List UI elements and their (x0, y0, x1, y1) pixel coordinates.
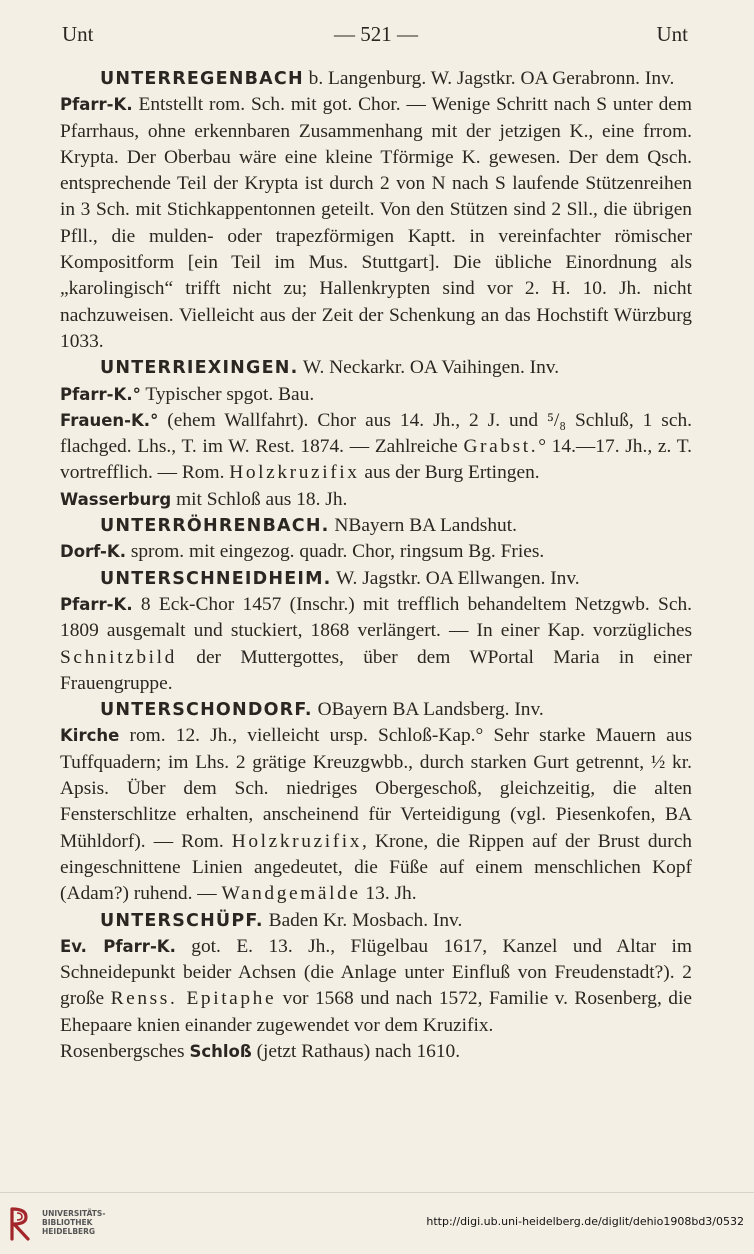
entry-text: sprom. mit eingezog. quadr. Chor, ringsum Bg. Fries. (125, 541, 545, 563)
place-entry (60, 66, 692, 92)
place-entry (60, 697, 692, 723)
spaced-term: Wandgemälde (221, 883, 361, 905)
body-text (60, 66, 692, 1065)
building-entry (60, 408, 692, 487)
building-keyword: Frauen-K.° (60, 410, 159, 430)
building-keyword: Pfarr-K. (60, 95, 133, 115)
building-keyword: Dorf-K. (60, 542, 126, 562)
entry-text: got. E. 13. Jh., Flügelbau 1617, Kanzel und Altar im Schneidepunkt beider Achsen (die Anlage unter Einfluß von Freudenstadt?). 2 große (60, 935, 692, 1010)
library-logo-text (42, 1209, 105, 1236)
page-number: — 521 — (334, 22, 418, 46)
building-entry (60, 592, 692, 697)
building-entry (60, 92, 692, 355)
entry-text: mit Schloß aus 18. Jh. (171, 488, 348, 510)
building-keyword: Kirche (60, 726, 120, 746)
building-entry (60, 539, 692, 565)
place-name: UNTERSCHÜPF. (100, 910, 264, 931)
logo-line: HEIDELBERG (42, 1227, 96, 1236)
building-entry (60, 934, 692, 1039)
spaced-term: Holzkruzifix (231, 830, 363, 852)
entry-text: Entstellt rom. Sch. mit got. Chor. — Wenige Schritt nach S unter dem Pfarrhaus, ohne erkennbaren Zusammenhang mit der jetzigen K., eine frrom. Krypta. Der Oberbau wäre eine kleine Tförmige K. gewesen. Der dem Qsch. entsprechende Teil der Krypta ist durch 2 von N nach S laufende Stützenreihen in 3 Sch. mit Stichkappentonnen geteilt. Von den Stützen sind 2 Sll., die übrigen Pfll., die mulden- oder trapezförmigen Kaptt. in vereinfachter römischer Kompositform [ein Teil im Mus. Stuttgart]. Die übliche Einordnung als „karolingisch“ trifft nicht zu; Hallenkrypten sind vor 2. H. 10. Jh. nicht nachzuweisen. Vielleicht aus der Zeit der Schenkung an das Hochstift Würzburg 1033. (60, 94, 692, 352)
place-entry (60, 908, 692, 934)
place-name: UNTERSCHONDORF. (100, 700, 313, 721)
entry-text: NBayern BA Landshut. (329, 515, 517, 537)
building-entry (60, 723, 692, 907)
entry-text: Baden Kr. Mosbach. Inv. (263, 909, 463, 931)
running-head (60, 18, 692, 54)
digitization-footer (0, 1192, 754, 1254)
place-name: UNTERRIEXINGEN. (100, 358, 299, 379)
entry-text: W. Neckarkr. OA Vaihingen. Inv. (298, 357, 560, 379)
entry-text: aus der Burg Ertingen. (359, 462, 540, 484)
entry-text: 13. Jh. (360, 883, 417, 905)
spaced-term: Schnitzbild (60, 646, 177, 668)
entry-text: (jetzt Rathaus) nach 1610. (251, 1040, 461, 1062)
permalink-url[interactable]: http://digi.ub.uni-heidelberg.de/diglit/dehio1908bd3/0532 (426, 1215, 744, 1228)
logo-line: UNIVERSITÄTS- (42, 1209, 106, 1218)
page (60, 18, 692, 1065)
spaced-term: Grabst. (463, 436, 539, 458)
running-head-left: Unt (62, 22, 94, 46)
building-entry (60, 1039, 692, 1065)
entry-text: ° 14.—17. Jh., z. T. vortrefflich. — Rom. (60, 436, 692, 484)
building-entry (60, 382, 692, 408)
building-keyword: Wasserburg (60, 489, 172, 509)
entry-text: , Krone, die Rippen auf der Brust durch eingeschnittene Linien angedeutet, die Füße auf einem menschlichen Kopf (Adam?) ruhend. — (60, 830, 692, 905)
place-entry (60, 355, 692, 381)
place-name: UNTERRÖHRENBACH. (100, 516, 330, 537)
spaced-term: Holzkruzifix (229, 462, 360, 484)
entry-text: rom. 12. Jh., vielleicht ursp. Schloß-Kap.° Sehr starke Mauern aus Tuffquadern; im Lhs. 2 grätige Kreuzgwbb., durch starken Gurt getrennt, ½ kr. Apsis. Über dem Sch. niedriges Obergeschoß, gleichzeitig, die alten Fensterschlitze erhalten, anscheinend für Verteidigung (vgl. Piesenkofen, BA Mühldorf). — Rom. (60, 725, 692, 852)
building-keyword: Ev. Pfarr-K. (60, 936, 176, 956)
entry-text: der Muttergottes, über dem WPortal Maria in einer Frauengruppe. (60, 646, 692, 694)
entry-text: Typischer spgot. Bau. (140, 383, 315, 405)
building-keyword: Schloß (189, 1041, 252, 1061)
running-head-right: Unt (656, 22, 688, 46)
place-entry (60, 566, 692, 592)
logo-line: BIBLIOTHEK (42, 1218, 93, 1227)
place-entry (60, 513, 692, 539)
entry-text: b. Langenburg. W. Jagstkr. OA Gerabronn. Inv. (303, 68, 675, 89)
building-entry (60, 487, 692, 513)
entry-text: (ehem Wallfahrt). Chor aus 14. Jh., 2 J. und ⁵/₈ Schluß, 1 sch. flachged. Lhs., T. im W. Rest. 1874. — Zahlreiche (60, 409, 692, 458)
spaced-term: Renss. Epitaphe (110, 988, 277, 1010)
entry-text: OBayern BA Landsberg. Inv. (312, 699, 544, 721)
entry-text: Rosenbergsches (60, 1040, 190, 1062)
entry-text: W. Jagstkr. OA Ellwangen. Inv. (331, 567, 580, 589)
place-name: UNTERREGENBACH (100, 69, 304, 89)
building-keyword: Pfarr-K. (60, 594, 133, 614)
building-keyword: Pfarr-K.° (60, 384, 141, 404)
library-logo-icon (8, 1207, 36, 1241)
entry-text: vor 1568 und nach 1572, Familie v. Rosenberg, die Ehepaare knien einander zugewendet vor dem Kruzifix. (60, 988, 692, 1036)
entry-text: 8 Eck-Chor 1457 (Inschr.) mit trefflich behandeltem Netzgwb. Sch. 1809 ausgemalt und stuckiert, 1868 verlängert. — In einer Kap. vorzügliches (60, 593, 692, 642)
place-name: UNTERSCHNEIDHEIM. (100, 568, 332, 589)
